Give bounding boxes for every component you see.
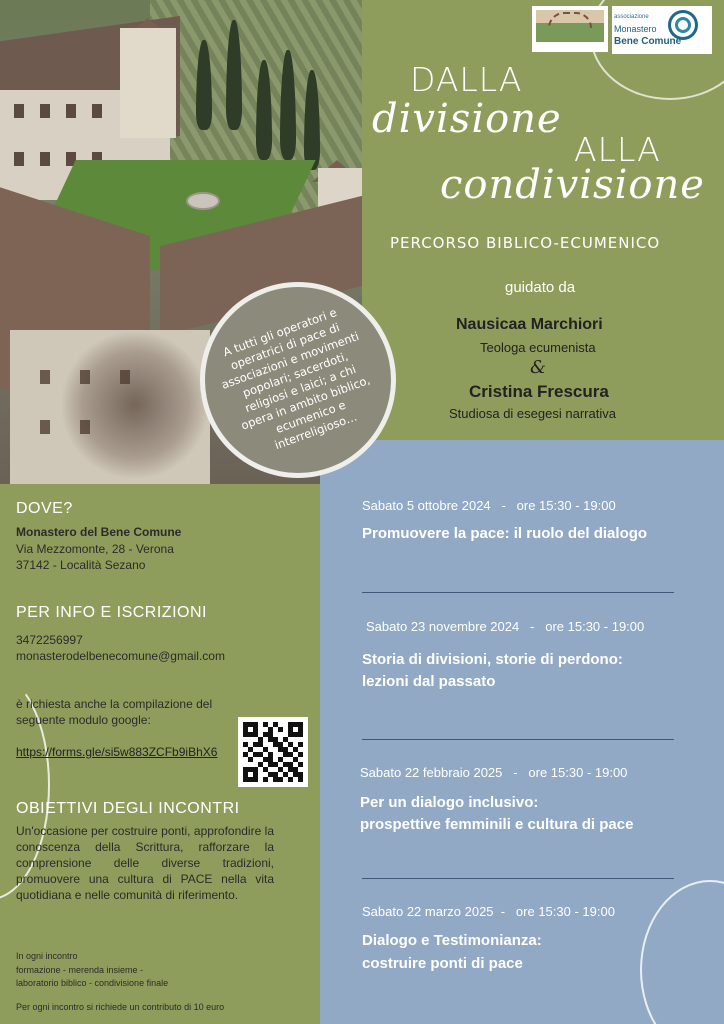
each-meeting-heading: In ogni incontro <box>16 951 78 961</box>
fountain <box>186 192 220 210</box>
divider <box>362 739 674 740</box>
logo-text-line1: Monastero <box>614 24 657 34</box>
tower <box>120 28 176 138</box>
divider <box>362 878 674 879</box>
speaker1-role: Teologa ecumenista <box>480 340 596 355</box>
title-condivisione: condivisione <box>440 162 705 208</box>
place-name: Monastero del Bene Comune <box>16 525 182 539</box>
event-title: Per un dialogo inclusivo: <box>360 794 539 811</box>
spiral-icon <box>668 10 698 40</box>
qr-code-pattern <box>243 722 303 782</box>
event-title: Dialogo e Testimonianza: <box>362 932 542 949</box>
address-line1: Via Mezzomonte, 28 - Verona <box>16 542 174 556</box>
event-date: Sabato 23 novembre 2024 - ore 15:30 - 19:00 <box>366 619 645 634</box>
event-title-line2: prospettive femminili e cultura di pace <box>360 816 634 833</box>
event-title-line2: lezioni dal passato <box>362 673 496 690</box>
qr-code[interactable] <box>238 717 308 787</box>
contribution-note: Per ogni incontro si richiede un contributo di 10 euro <box>16 1002 225 1012</box>
logo-text-line2: Bene Comune <box>614 36 682 47</box>
speaker2-name: Cristina Frescura <box>469 382 609 401</box>
speaker1-name: Nausicaa Marchiori <box>456 316 603 333</box>
title-divisione: divisione <box>372 96 562 142</box>
divider <box>362 592 674 593</box>
title-dalla: DALLA <box>410 60 523 99</box>
event-date: Sabato 22 febbraio 2025 - ore 15:30 - 19:00 <box>360 765 628 780</box>
logo-caption <box>536 43 604 48</box>
form-note-line1: è richiesta anche la compilazione del <box>16 697 213 711</box>
where-heading: DOVE? <box>16 500 73 517</box>
each-meeting-line1: formazione - merenda insieme - <box>16 965 144 975</box>
address-line2: 37142 - Località Sezano <box>16 558 146 572</box>
title-alla: ALLA <box>574 130 661 169</box>
ampersand: & <box>530 357 547 378</box>
subtitle: PERCORSO BIBLICO-ECUMENICO <box>390 234 661 252</box>
objectives-text: Un'occasione per costruire ponti, approfondire la conoscenza della Scrittura, rafforzare la comprensione delle diverse tradizioni, promuovere una cultura di PACE nella vita quotidiana e nelle comunità di riferimento. <box>16 824 274 902</box>
event-title: Promuovere la pace: il ruolo del dialogo <box>362 525 648 542</box>
logo-arch-icon <box>548 12 592 28</box>
form-link[interactable]: https://forms.gle/si5w883ZCFb9iBhX6 <box>16 745 218 759</box>
tree <box>60 330 210 480</box>
event-title-line2: costruire ponti di pace <box>362 955 523 972</box>
guided-by: guidato da <box>505 279 576 296</box>
email: monasterodelbenecomune@gmail.com <box>16 649 225 663</box>
audience-text: A tutti gli operatori e operatrici di pace di associazioni e movimenti popolari; sacerdoti, religiosi e laici; a chi opera in ambito biblico, ecumenico e interreligioso… <box>219 305 372 453</box>
speaker2-role: Studiosa di esegesi narrativa <box>449 406 616 421</box>
phone: 3472256997 <box>16 633 83 647</box>
event-date: Sabato 5 ottobre 2024 - ore 15:30 - 19:00 <box>362 498 616 513</box>
form-note-line2: seguente modulo google: <box>16 713 151 727</box>
event-date: Sabato 22 marzo 2025 - ore 15:30 - 19:00 <box>362 904 615 919</box>
logo-small-text: associazione <box>614 14 649 20</box>
objectives-heading: OBIETTIVI DEGLI INCONTRI <box>16 800 240 817</box>
event-title: Storia di divisioni, storie di perdono: <box>362 651 623 668</box>
each-meeting-line2: laboratorio biblico - condivisione finale <box>16 978 169 988</box>
info-heading: PER INFO E ISCRIZIONI <box>16 604 207 621</box>
